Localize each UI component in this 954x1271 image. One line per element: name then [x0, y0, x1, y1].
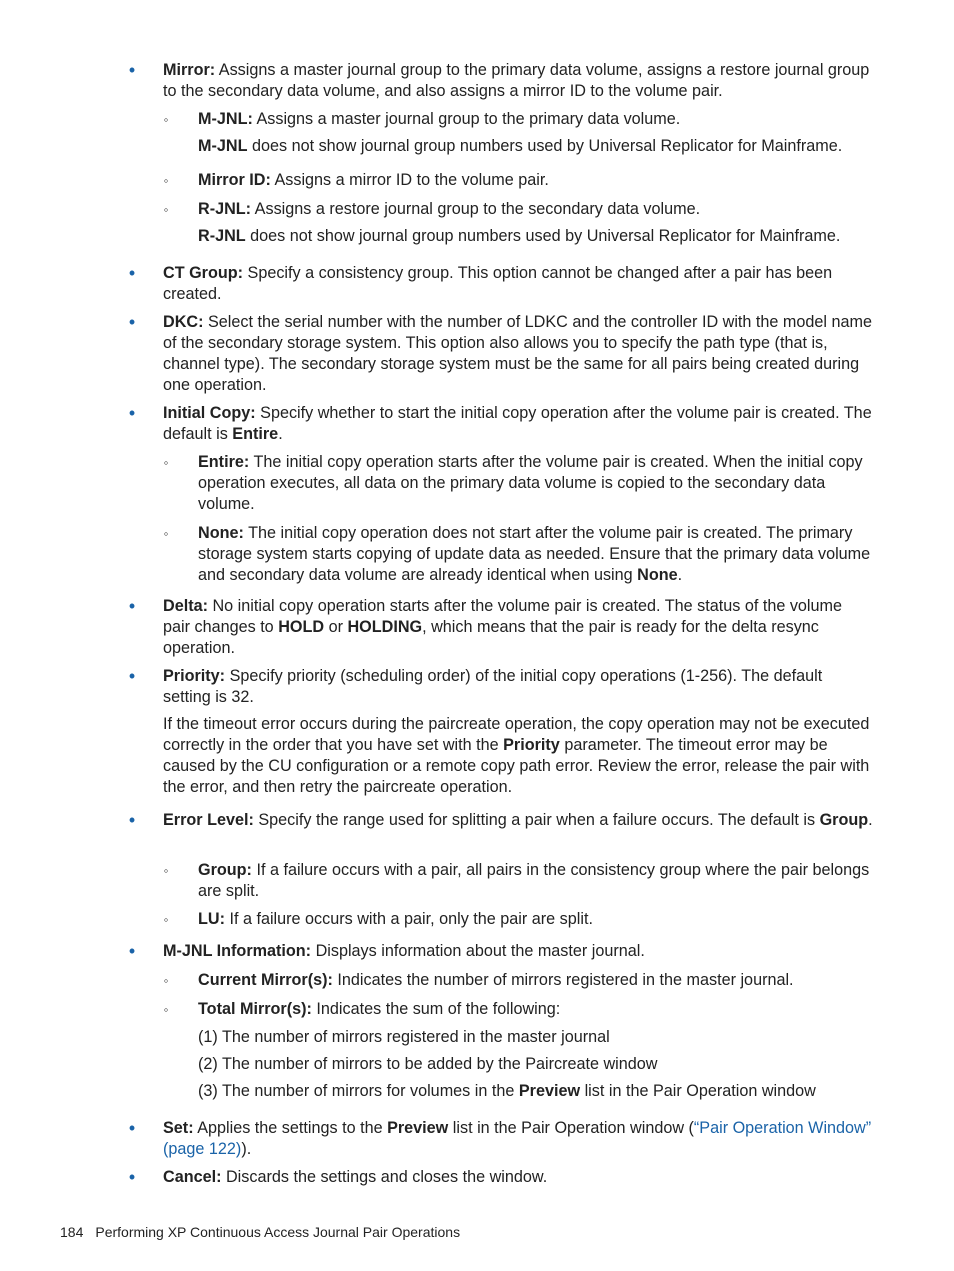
item-text: DKC: Select the serial number with the number of LDKC and the controller ID with the model name of the secondary storage system. This option also allows you to specify the path type (that is, channel type). The secondary storage system must be the same for all pairs being created during one operation.: [163, 313, 872, 394]
sub-bullet-icon: ◦: [163, 202, 169, 217]
note-text: M-JNL does not show journal group numbers used by Universal Replicator for Mainframe.: [198, 137, 843, 155]
bullet-icon: •: [128, 1167, 136, 1187]
term-label: M-JNL:: [198, 110, 253, 128]
bullet-icon: •: [128, 810, 136, 830]
note-text: If the timeout error occurs during the paircreate operation, the copy operation may not be executed correctly in the order that you have set with the Priority parameter. The timeout error may be caused by the CU configuration or a remote copy path error. Review the error, release the pair with the error, and then retry the paircreate operation.: [163, 715, 870, 796]
sub-bullet-icon: ◦: [163, 973, 169, 988]
note-text: R-JNL does not show journal group numbers used by Universal Replicator for Mainframe.: [198, 227, 841, 245]
term-label: None:: [198, 524, 244, 542]
item-text: Error Level: Specify the range used for splitting a pair when a failure occurs. The default is Group.: [163, 811, 873, 829]
item-text: Delta: No initial copy operation starts after the volume pair is created. The status of the volume pair changes to HOLD or HOLDING, which means that the pair is ready for the delta resync operation.: [163, 597, 843, 657]
term-label: Total Mirror(s):: [198, 1000, 312, 1018]
pair-operation-window-link[interactable]: “Pair Operation Window” (page 122): [163, 1119, 872, 1158]
bullet-icon: •: [128, 941, 136, 961]
term-label: LU:: [198, 910, 225, 928]
term-label: Error Level:: [163, 811, 254, 829]
sub-bullet-icon: ◦: [163, 455, 169, 470]
item-text: None: The initial copy operation does not start after the volume pair is created. The primary storage system starts copying of update data as needed. Ensure that the primary data volume and secondary data volume are already identical when using None.: [198, 524, 871, 584]
sub-bullet-icon: ◦: [163, 173, 169, 188]
bullet-icon: •: [128, 263, 136, 283]
term-label: R-JNL:: [198, 200, 252, 218]
item-text: Mirror: Assigns a master journal group to the primary data volume, assigns a restore journal group to the secondary data volume, and also assigns a mirror ID to the volume pair.: [163, 61, 870, 100]
item-text: R-JNL: Assigns a restore journal group to the secondary data volume.: [198, 200, 701, 218]
term-label: Priority:: [163, 667, 226, 685]
sub-bullet-icon: ◦: [163, 863, 169, 878]
term-label: Entire:: [198, 453, 250, 471]
item-text: Set: Applies the settings to the Preview list in the Pair Operation window (“Pair Operation Window” (page 122)).: [163, 1119, 872, 1158]
item-text: Initial Copy: Specify whether to start the initial copy operation after the volume pair is created. The default is Entire.: [163, 404, 872, 443]
term-label: Current Mirror(s):: [198, 971, 333, 989]
sub-bullet-icon: ◦: [163, 526, 169, 541]
bullet-icon: •: [128, 1118, 136, 1138]
sub-bullet-icon: ◦: [163, 112, 169, 127]
bullet-icon: •: [128, 312, 136, 332]
term-label: Mirror:: [163, 61, 216, 79]
item-text: Entire: The initial copy operation starts after the volume pair is created. When the initial copy operation executes, all data on the primary data volume is copied to the secondary data volume.: [198, 453, 863, 513]
item-text: M-JNL: Assigns a master journal group to the primary data volume.: [198, 110, 681, 128]
footer-title: Performing XP Continuous Access Journal Pair Operations: [95, 1224, 461, 1240]
item-text: LU: If a failure occurs with a pair, only the pair are split.: [198, 910, 593, 928]
page-footer: [60, 1222, 460, 1242]
item-text: Mirror ID: Assigns a mirror ID to the volume pair.: [198, 171, 549, 189]
term-label: Delta:: [163, 597, 208, 615]
bullet-icon: •: [128, 596, 136, 616]
term-label: DKC:: [163, 313, 204, 331]
sub-bullet-icon: ◦: [163, 912, 169, 927]
term-label: Mirror ID:: [198, 171, 271, 189]
term-label: Initial Copy:: [163, 404, 256, 422]
item-text: Cancel: Discards the settings and closes the window.: [163, 1168, 548, 1186]
item-text: Priority: Specify priority (scheduling order) of the initial copy operations (1-256). The default setting is 32.: [163, 667, 823, 706]
item-text: Current Mirror(s): Indicates the number of mirrors registered in the master journal.: [198, 971, 794, 989]
item-text: CT Group: Specify a consistency group. This option cannot be changed after a pair has been created.: [163, 264, 833, 303]
item-text: Total Mirror(s): Indicates the sum of the following:: [198, 1000, 561, 1018]
term-label: Group:: [198, 861, 252, 879]
item-text: M-JNL Information: Displays information about the master journal.: [163, 942, 645, 960]
term-label: Cancel:: [163, 1168, 222, 1186]
term-label: Set:: [163, 1119, 194, 1137]
bullet-icon: •: [128, 666, 136, 686]
document-page: • Mirror: Assigns a master journal group to the primary data volume, assigns a restore journal group to the secondary data volume, and also assigns a mirror ID to the volume pair. ◦ M-JNL: Assigns a master journal group to the primary data volume. M-JNL does not show journal group numbers used by Universal Replicator for Mainframe. ◦ Mirror ID: Assigns a mirror ID to the volume pair. ◦ R-JNL: Assigns a restore journal group to the secondary data volume. R-JNL does not show journal group numbers used by Universal Replicator for Mainframe. • CT Group: Specify a consistency group. This option cannot be changed after a pair has been created. • DKC: Select the serial number with the number of LDKC and the controller ID with the model name of the secondary storage system. This option also allows you to specify the path type (that is, channel type). The secondary storage system must be the same for all pairs being created during one operation. • Initial Copy: Specify whether to start the initial copy operation after the volume pair is created. The default is Entire. ◦ Entire: The initial copy operation starts after the volume pair is created. When the initial copy operation executes, all data on the primary data volume is copied to the secondary data volume. ◦ None: The initial copy operation does not start after the volume pair is created. The primary storage system starts copying of update data as needed. Ensure that the primary data volume and secondary data volume are already identical when using None. • Delta: No initial copy operation starts after the volume pair is created. The status of the volume pair changes to HOLD or HOLDING, which means that the pair is ready for the delta resync operation. • Priority: Specify priority (scheduling order) of the initial copy operations (1-256). The default setting is 32. If the timeout error occurs during the paircreate operation, the copy operation may not be executed correctly in the order that you have set with the Priority parameter. The timeout error may be caused by the CU configuration or a remote copy path error. Review the error, release the pair with the error, and then retry the paircreate operation. • Error Level: Specify the range used for splitting a pair when a failure occurs. The default is Group. ◦ Group: If a failure occurs with a pair, all pairs in the consistency group where the pair belongs are split. ◦ LU: If a failure occurs with a pair, only the pair are split. • M-JNL Information: Displays information about the master journal. ◦ Current Mirror(s): Indicates the number of mirrors registered in the master journal. ◦ Total Mirror(s): Indicates the sum of the following: (1) The number of mirrors registered in the master journal (2) The number of mirrors to be added by the Paircreate window (3) The number of mirrors for volumes in the Preview list in the Pair Operation window • Set: Applies the settings to the Preview list in the Pair Operation window (“Pair Operation Window” (page 122)). • Cancel: Discards the settings and closes the window. 184 Performing XP Continuous Access Journal Pair Operations: [60, 60, 873, 1240]
item-text: Group: If a failure occurs with a pair, all pairs in the consistency group where the pair belongs are split.: [198, 861, 870, 900]
sub-bullet-icon: ◦: [163, 1002, 169, 1017]
bullet-icon: •: [128, 60, 136, 80]
bullet-icon: •: [128, 403, 136, 423]
page-number: 184: [60, 1224, 84, 1240]
term-label: M-JNL Information:: [163, 942, 312, 960]
term-label: CT Group:: [163, 264, 244, 282]
